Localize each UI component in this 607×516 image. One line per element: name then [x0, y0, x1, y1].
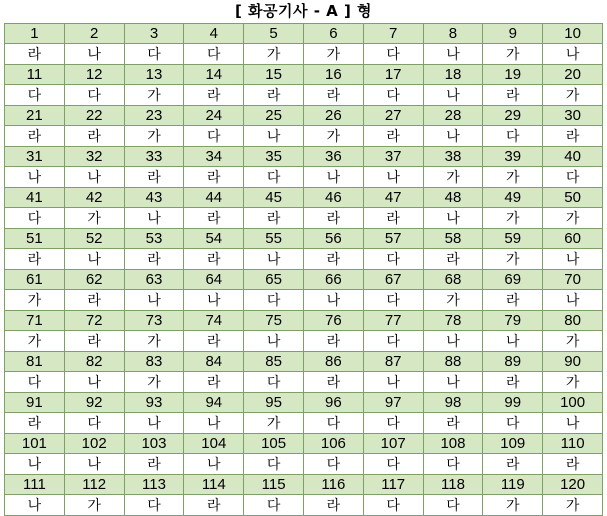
answer-row — [5, 44, 603, 65]
question-number-cell: 17 — [363, 65, 423, 85]
answer-cell: 다 — [363, 413, 423, 434]
answer-cell: 라 — [543, 454, 603, 475]
answer-cell: 다 — [483, 413, 543, 434]
question-number-cell: 44 — [184, 188, 244, 208]
question-number-cell: 90 — [543, 352, 603, 372]
question-number-cell: 109 — [483, 434, 543, 454]
question-number-cell: 33 — [124, 147, 184, 167]
question-number-cell: 54 — [184, 229, 244, 249]
answer-cell: 다 — [64, 413, 124, 434]
answer-cell: 가 — [483, 167, 543, 188]
answer-cell: 다 — [363, 454, 423, 475]
question-number-cell: 45 — [244, 188, 304, 208]
question-number-cell: 36 — [303, 147, 363, 167]
page-title: [ 화공기사 - A ] 형 — [234, 2, 373, 20]
answer-cell: 나 — [423, 85, 483, 106]
answer-cell: 다 — [363, 249, 423, 270]
question-number-cell: 71 — [5, 311, 65, 331]
answer-cell: 나 — [124, 290, 184, 311]
question-number-cell: 58 — [423, 229, 483, 249]
answer-cell: 가 — [303, 126, 363, 147]
question-number-cell: 115 — [244, 475, 304, 495]
answer-cell: 나 — [363, 372, 423, 393]
question-number-cell: 113 — [124, 475, 184, 495]
question-number-cell: 70 — [543, 270, 603, 290]
question-number-cell: 42 — [64, 188, 124, 208]
question-number-cell: 85 — [244, 352, 304, 372]
question-number-cell: 80 — [543, 311, 603, 331]
question-number-cell: 49 — [483, 188, 543, 208]
answer-cell: 다 — [483, 126, 543, 147]
question-number-cell: 88 — [423, 352, 483, 372]
answer-key-table — [4, 23, 603, 516]
question-number-cell: 57 — [363, 229, 423, 249]
answer-key-body — [5, 24, 603, 516]
question-number-cell: 89 — [483, 352, 543, 372]
answer-cell: 다 — [303, 413, 363, 434]
question-number-cell: 2 — [64, 24, 124, 44]
question-number-row — [5, 475, 603, 495]
answer-cell: 다 — [423, 495, 483, 516]
question-number-cell: 55 — [244, 229, 304, 249]
question-number-cell: 66 — [303, 270, 363, 290]
question-number-cell: 101 — [5, 434, 65, 454]
answer-cell: 라 — [184, 167, 244, 188]
question-number-cell: 116 — [303, 475, 363, 495]
answer-cell: 가 — [543, 331, 603, 352]
answer-cell: 다 — [244, 495, 304, 516]
answer-cell: 가 — [423, 290, 483, 311]
question-number-cell: 50 — [543, 188, 603, 208]
answer-cell: 라 — [303, 249, 363, 270]
answer-cell: 나 — [303, 290, 363, 311]
answer-cell: 나 — [124, 208, 184, 229]
answer-cell: 나 — [423, 208, 483, 229]
answer-row — [5, 454, 603, 475]
answer-cell: 다 — [303, 454, 363, 475]
answer-cell: 다 — [64, 85, 124, 106]
answer-cell: 라 — [184, 208, 244, 229]
question-number-cell: 100 — [543, 393, 603, 413]
question-number-cell: 35 — [244, 147, 304, 167]
answer-cell: 라 — [5, 126, 65, 147]
question-number-cell: 83 — [124, 352, 184, 372]
answer-cell: 나 — [184, 454, 244, 475]
answer-cell: 라 — [124, 454, 184, 475]
answer-cell: 나 — [543, 413, 603, 434]
answer-cell: 다 — [5, 208, 65, 229]
answer-cell: 가 — [244, 413, 304, 434]
question-number-cell: 118 — [423, 475, 483, 495]
question-number-cell: 24 — [184, 106, 244, 126]
question-number-cell: 107 — [363, 434, 423, 454]
question-number-cell: 9 — [483, 24, 543, 44]
answer-cell: 라 — [483, 85, 543, 106]
answer-row — [5, 126, 603, 147]
answer-cell: 다 — [5, 85, 65, 106]
answer-cell: 나 — [5, 167, 65, 188]
question-number-cell: 22 — [64, 106, 124, 126]
question-number-cell: 110 — [543, 434, 603, 454]
answer-cell: 가 — [483, 249, 543, 270]
answer-cell: 라 — [184, 85, 244, 106]
question-number-cell: 32 — [64, 147, 124, 167]
question-number-cell: 7 — [363, 24, 423, 44]
answer-cell: 라 — [483, 290, 543, 311]
question-number-cell: 30 — [543, 106, 603, 126]
answer-cell: 나 — [423, 331, 483, 352]
answer-cell: 라 — [303, 331, 363, 352]
answer-row — [5, 413, 603, 434]
question-number-cell: 82 — [64, 352, 124, 372]
answer-row — [5, 331, 603, 352]
answer-cell: 라 — [303, 495, 363, 516]
answer-row — [5, 85, 603, 106]
answer-cell: 라 — [64, 331, 124, 352]
question-number-cell: 20 — [543, 65, 603, 85]
question-number-cell: 77 — [363, 311, 423, 331]
question-number-cell: 92 — [64, 393, 124, 413]
question-number-row — [5, 147, 603, 167]
question-number-cell: 41 — [5, 188, 65, 208]
question-number-cell: 31 — [5, 147, 65, 167]
question-number-cell: 43 — [124, 188, 184, 208]
answer-cell: 다 — [184, 44, 244, 65]
answer-cell: 라 — [184, 331, 244, 352]
answer-cell: 라 — [244, 85, 304, 106]
question-number-row — [5, 311, 603, 331]
answer-cell: 나 — [64, 167, 124, 188]
answer-cell: 다 — [244, 372, 304, 393]
answer-cell: 라 — [303, 372, 363, 393]
question-number-cell: 94 — [184, 393, 244, 413]
question-number-cell: 46 — [303, 188, 363, 208]
answer-cell: 가 — [483, 495, 543, 516]
answer-cell: 나 — [244, 331, 304, 352]
answer-cell: 나 — [543, 290, 603, 311]
answer-cell: 나 — [184, 413, 244, 434]
answer-row — [5, 372, 603, 393]
answer-cell: 나 — [244, 126, 304, 147]
answer-row — [5, 167, 603, 188]
answer-cell: 라 — [244, 208, 304, 229]
question-number-cell: 97 — [363, 393, 423, 413]
answer-cell: 가 — [483, 44, 543, 65]
answer-cell: 다 — [363, 495, 423, 516]
answer-cell: 다 — [124, 44, 184, 65]
question-number-cell: 18 — [423, 65, 483, 85]
answer-cell: 라 — [543, 126, 603, 147]
question-number-cell: 23 — [124, 106, 184, 126]
question-number-cell: 72 — [64, 311, 124, 331]
answer-cell: 라 — [184, 495, 244, 516]
answer-cell: 나 — [64, 44, 124, 65]
question-number-cell: 76 — [303, 311, 363, 331]
question-number-cell: 3 — [124, 24, 184, 44]
question-number-cell: 37 — [363, 147, 423, 167]
question-number-cell: 48 — [423, 188, 483, 208]
question-number-row — [5, 188, 603, 208]
answer-cell: 라 — [423, 249, 483, 270]
answer-cell: 다 — [543, 167, 603, 188]
question-number-cell: 69 — [483, 270, 543, 290]
answer-cell: 라 — [64, 290, 124, 311]
question-number-row — [5, 65, 603, 85]
question-number-cell: 61 — [5, 270, 65, 290]
question-number-cell: 4 — [184, 24, 244, 44]
question-number-cell: 5 — [244, 24, 304, 44]
question-number-cell: 114 — [184, 475, 244, 495]
answer-cell: 가 — [244, 44, 304, 65]
question-number-cell: 28 — [423, 106, 483, 126]
answer-cell: 다 — [5, 372, 65, 393]
answer-cell: 라 — [303, 85, 363, 106]
answer-cell: 가 — [483, 208, 543, 229]
question-number-cell: 59 — [483, 229, 543, 249]
answer-cell: 나 — [303, 167, 363, 188]
answer-cell: 라 — [423, 413, 483, 434]
answer-cell: 다 — [124, 495, 184, 516]
answer-cell: 다 — [244, 167, 304, 188]
answer-cell: 라 — [483, 372, 543, 393]
answer-cell: 나 — [423, 44, 483, 65]
question-number-row — [5, 270, 603, 290]
answer-cell: 가 — [543, 208, 603, 229]
question-number-cell: 79 — [483, 311, 543, 331]
question-number-cell: 95 — [244, 393, 304, 413]
answer-cell: 나 — [244, 249, 304, 270]
question-number-cell: 26 — [303, 106, 363, 126]
question-number-cell: 67 — [363, 270, 423, 290]
answer-cell: 가 — [5, 290, 65, 311]
question-number-cell: 39 — [483, 147, 543, 167]
question-number-cell: 34 — [184, 147, 244, 167]
question-number-cell: 75 — [244, 311, 304, 331]
question-number-cell: 108 — [423, 434, 483, 454]
question-number-cell: 29 — [483, 106, 543, 126]
answer-row — [5, 208, 603, 229]
question-number-cell: 64 — [184, 270, 244, 290]
answer-cell: 라 — [184, 249, 244, 270]
question-number-cell: 1 — [5, 24, 65, 44]
question-number-cell: 6 — [303, 24, 363, 44]
question-number-cell: 105 — [244, 434, 304, 454]
question-number-row — [5, 229, 603, 249]
question-number-cell: 14 — [184, 65, 244, 85]
question-number-cell: 103 — [124, 434, 184, 454]
question-number-cell: 16 — [303, 65, 363, 85]
answer-cell: 라 — [483, 454, 543, 475]
question-number-cell: 104 — [184, 434, 244, 454]
question-number-row — [5, 24, 603, 44]
answer-cell: 나 — [64, 454, 124, 475]
answer-row — [5, 249, 603, 270]
answer-cell: 다 — [423, 454, 483, 475]
answer-cell: 가 — [124, 85, 184, 106]
question-number-cell: 111 — [5, 475, 65, 495]
question-number-row — [5, 352, 603, 372]
question-number-cell: 40 — [543, 147, 603, 167]
question-number-cell: 87 — [363, 352, 423, 372]
answer-cell: 라 — [363, 126, 423, 147]
question-number-cell: 84 — [184, 352, 244, 372]
question-number-cell: 11 — [5, 65, 65, 85]
answer-cell: 나 — [423, 372, 483, 393]
answer-cell: 나 — [543, 249, 603, 270]
question-number-row — [5, 393, 603, 413]
question-number-row — [5, 106, 603, 126]
answer-cell: 나 — [124, 413, 184, 434]
question-number-cell: 15 — [244, 65, 304, 85]
answer-cell: 라 — [5, 249, 65, 270]
question-number-cell: 78 — [423, 311, 483, 331]
answer-cell: 다 — [363, 290, 423, 311]
answer-cell: 가 — [543, 495, 603, 516]
question-number-cell: 91 — [5, 393, 65, 413]
answer-cell: 다 — [363, 85, 423, 106]
question-number-cell: 117 — [363, 475, 423, 495]
question-number-cell: 13 — [124, 65, 184, 85]
answer-cell: 라 — [363, 208, 423, 229]
question-number-cell: 19 — [483, 65, 543, 85]
answer-row — [5, 495, 603, 516]
answer-cell: 나 — [184, 290, 244, 311]
answer-cell: 나 — [363, 167, 423, 188]
answer-cell: 라 — [124, 249, 184, 270]
question-number-cell: 21 — [5, 106, 65, 126]
answer-cell: 나 — [423, 126, 483, 147]
question-number-cell: 25 — [244, 106, 304, 126]
question-number-cell: 120 — [543, 475, 603, 495]
question-number-cell: 73 — [124, 311, 184, 331]
question-number-cell: 74 — [184, 311, 244, 331]
answer-cell: 가 — [543, 372, 603, 393]
answer-cell: 가 — [124, 372, 184, 393]
question-number-cell: 60 — [543, 229, 603, 249]
question-number-cell: 10 — [543, 24, 603, 44]
answer-cell: 다 — [184, 126, 244, 147]
answer-cell: 가 — [303, 44, 363, 65]
answer-cell: 가 — [124, 126, 184, 147]
answer-row — [5, 290, 603, 311]
answer-cell: 나 — [543, 44, 603, 65]
question-number-cell: 86 — [303, 352, 363, 372]
answer-cell: 나 — [64, 249, 124, 270]
answer-cell: 다 — [363, 44, 423, 65]
question-number-cell: 106 — [303, 434, 363, 454]
answer-cell: 다 — [244, 454, 304, 475]
answer-cell: 나 — [5, 495, 65, 516]
question-number-cell: 65 — [244, 270, 304, 290]
answer-cell: 라 — [5, 413, 65, 434]
question-number-cell: 38 — [423, 147, 483, 167]
question-number-cell: 98 — [423, 393, 483, 413]
question-number-cell: 102 — [64, 434, 124, 454]
question-number-cell: 93 — [124, 393, 184, 413]
answer-cell: 가 — [64, 495, 124, 516]
answer-cell: 가 — [423, 167, 483, 188]
question-number-cell: 62 — [64, 270, 124, 290]
question-number-cell: 47 — [363, 188, 423, 208]
answer-cell: 라 — [124, 167, 184, 188]
answer-cell: 라 — [5, 44, 65, 65]
answer-cell: 가 — [124, 331, 184, 352]
answer-cell: 다 — [244, 290, 304, 311]
question-number-cell: 63 — [124, 270, 184, 290]
question-number-cell: 96 — [303, 393, 363, 413]
question-number-row — [5, 434, 603, 454]
question-number-cell: 52 — [64, 229, 124, 249]
question-number-cell: 8 — [423, 24, 483, 44]
answer-cell: 가 — [543, 85, 603, 106]
question-number-cell: 112 — [64, 475, 124, 495]
answer-cell: 다 — [363, 331, 423, 352]
question-number-cell: 53 — [124, 229, 184, 249]
question-number-cell: 56 — [303, 229, 363, 249]
answer-cell: 라 — [184, 372, 244, 393]
answer-cell: 라 — [64, 126, 124, 147]
question-number-cell: 51 — [5, 229, 65, 249]
question-number-cell: 119 — [483, 475, 543, 495]
answer-cell: 나 — [5, 454, 65, 475]
question-number-cell: 99 — [483, 393, 543, 413]
question-number-cell: 81 — [5, 352, 65, 372]
answer-cell: 나 — [64, 372, 124, 393]
answer-cell: 가 — [64, 208, 124, 229]
question-number-cell: 68 — [423, 270, 483, 290]
question-number-cell: 12 — [64, 65, 124, 85]
question-number-cell: 27 — [363, 106, 423, 126]
answer-cell: 나 — [483, 331, 543, 352]
answer-cell: 라 — [303, 208, 363, 229]
answer-cell: 가 — [5, 331, 65, 352]
